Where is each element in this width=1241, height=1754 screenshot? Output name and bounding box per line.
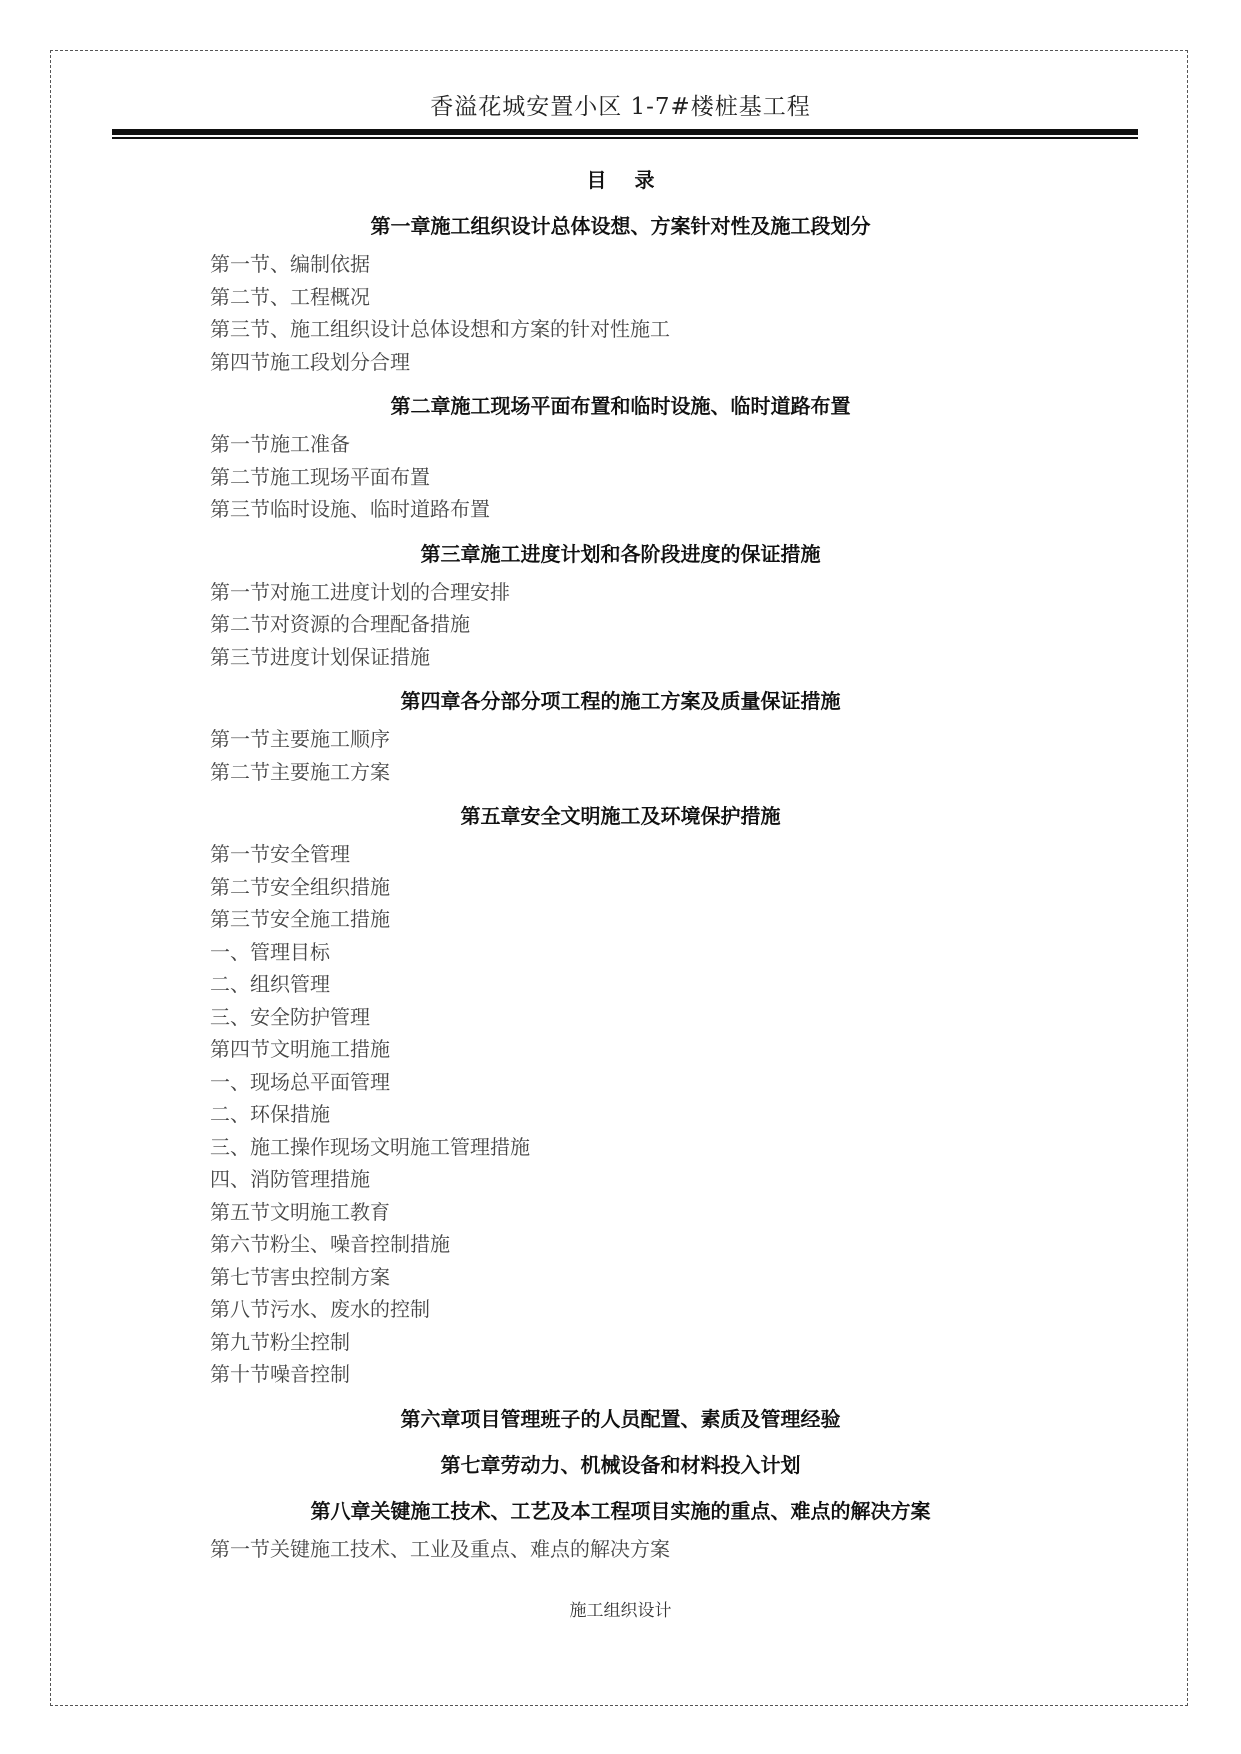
toc-section-item[interactable]: 二、环保措施 xyxy=(210,1102,330,1126)
toc-section-item[interactable]: 二、组织管理 xyxy=(210,972,330,996)
toc-section-list xyxy=(0,576,1241,674)
toc-section-item[interactable]: 第三节临时设施、临时道路布置 xyxy=(210,497,490,521)
toc-section-item[interactable]: 第十节噪音控制 xyxy=(210,1362,350,1386)
toc-section-list xyxy=(0,838,1241,1391)
table-of-contents xyxy=(0,160,1241,1571)
toc-section-item[interactable]: 第八节污水、废水的控制 xyxy=(210,1297,430,1321)
toc-section-item[interactable]: 第九节粉尘控制 xyxy=(210,1329,350,1354)
toc-section-list xyxy=(0,248,1241,378)
toc-section-item[interactable]: 第六节粉尘、噪音控制措施 xyxy=(210,1232,450,1256)
header-rule xyxy=(112,129,1138,135)
toc-chapter-title[interactable]: 第四章各分部分项工程的施工方案及质量保证措施 xyxy=(400,689,841,713)
toc-chapter-title[interactable]: 第七章劳动力、机械设备和材料投入计划 xyxy=(440,1452,801,1477)
toc-section-item[interactable]: 第二节、工程概况 xyxy=(210,284,370,309)
toc-section-item[interactable]: 一、现场总平面管理 xyxy=(210,1069,390,1094)
toc-chapter-title[interactable]: 第三章施工进度计划和各阶段进度的保证措施 xyxy=(420,541,821,566)
toc-section-item[interactable]: 一、管理目标 xyxy=(210,939,330,964)
toc-section-list xyxy=(0,723,1241,788)
toc-heading: 目录 xyxy=(586,168,683,192)
toc-section-item[interactable]: 第一节施工准备 xyxy=(210,432,350,456)
toc-section-item[interactable]: 第四节文明施工措施 xyxy=(210,1037,390,1061)
toc-section-list xyxy=(0,1533,1241,1566)
toc-section-item[interactable]: 第一节主要施工顺序 xyxy=(210,727,390,751)
toc-section-item[interactable]: 三、施工操作现场文明施工管理措施 xyxy=(210,1134,530,1159)
toc-section-item[interactable]: 第五节文明施工教育 xyxy=(210,1199,390,1224)
toc-section-item[interactable]: 第三节、施工组织设计总体设想和方案的针对性施工 xyxy=(210,317,670,341)
toc-section-item[interactable]: 第三节进度计划保证措施 xyxy=(210,644,430,669)
toc-chapter-title[interactable]: 第八章关键施工技术、工艺及本工程项目实施的重点、难点的解决方案 xyxy=(310,1498,931,1523)
toc-section-item[interactable]: 第二节安全组织措施 xyxy=(210,874,390,899)
toc-section-item[interactable]: 第二节对资源的合理配备措施 xyxy=(210,612,470,636)
toc-section-item[interactable]: 第一节关键施工技术、工业及重点、难点的解决方案 xyxy=(210,1536,670,1561)
toc-section-item[interactable]: 第三节安全施工措施 xyxy=(210,907,390,931)
toc-section-item[interactable]: 第七节害虫控制方案 xyxy=(210,1264,390,1289)
toc-chapter-title[interactable]: 第一章施工组织设计总体设想、方案针对性及施工段划分 xyxy=(370,214,871,238)
toc-section-list xyxy=(0,428,1241,526)
toc-chapter-title[interactable]: 第二章施工现场平面布置和临时设施、临时道路布置 xyxy=(390,394,851,418)
header-rule-thin xyxy=(112,137,1138,139)
toc-chapter-title[interactable]: 第六章项目管理班子的人员配置、素质及管理经验 xyxy=(400,1406,841,1431)
toc-section-item[interactable]: 第一节安全管理 xyxy=(210,842,350,866)
toc-section-item[interactable]: 四、消防管理措施 xyxy=(210,1167,370,1191)
toc-chapter-list xyxy=(0,204,1241,1565)
toc-section-item[interactable]: 第二节施工现场平面布置 xyxy=(210,464,430,489)
toc-section-item[interactable]: 第一节、编制依据 xyxy=(210,252,370,276)
toc-section-item[interactable]: 第一节对施工进度计划的合理安排 xyxy=(210,579,510,604)
page-footer: 施工组织设计 xyxy=(569,1601,672,1621)
toc-section-item[interactable]: 第二节主要施工方案 xyxy=(210,759,390,784)
toc-section-item[interactable]: 第四节施工段划分合理 xyxy=(210,349,410,374)
toc-section-item[interactable]: 三、安全防护管理 xyxy=(210,1004,370,1029)
document-header-title: 香溢花城安置小区 1-7#楼桩基工程 xyxy=(430,94,811,120)
toc-chapter-title[interactable]: 第五章安全文明施工及环境保护措施 xyxy=(460,804,781,828)
